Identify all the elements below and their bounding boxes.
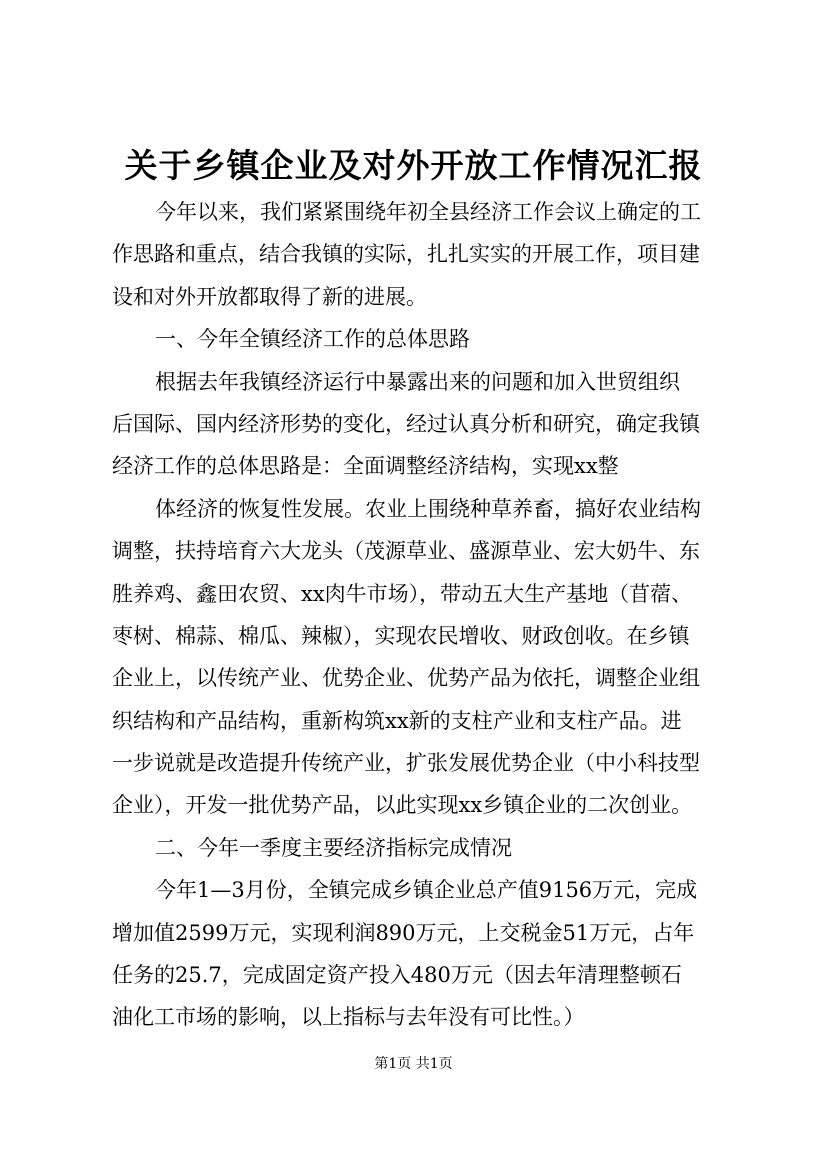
paragraph-line: 作思路和重点，结合我镇的实际，扎扎实实的开展工作，项目建 <box>112 242 700 266</box>
paragraph-line: 体经济的恢复性发展。农业上围绕种草养畜，搞好农业结构 <box>155 497 701 521</box>
paragraph-line: 增加值2599万元，实现利润890万元，上交税金51万元，占年 <box>112 921 695 945</box>
paragraph-line: 胜养鸡、鑫田农贸、xx肉牛市场），带动五大生产基地（苜蓿、 <box>112 582 693 606</box>
paragraph-line: 企业），开发一批优势产品，以此实现xx乡镇企业的二次创业。 <box>112 793 693 817</box>
section-heading: 二、今年一季度主要经济指标完成情况 <box>155 836 512 860</box>
page-indicator: 第1页 共1页 <box>374 1056 453 1072</box>
paragraph-line: 设和对外开放都取得了新的进展。 <box>112 285 427 309</box>
paragraph-line: 织结构和产品结构，重新构筑xx新的支柱产业和支柱产品。进 <box>112 709 682 733</box>
paragraph-line: 后国际、国内经济形势的变化，经过认真分析和研究，确定我镇 <box>112 412 700 436</box>
paragraph-line: 经济工作的总体思路是：全面调整经济结构，实现xx整 <box>112 454 619 478</box>
paragraph-line: 企业上，以传统产业、优势企业、优势产品为依托，调整企业组 <box>112 666 700 690</box>
paragraph-line: 枣树、棉蒜、棉瓜、辣椒），实现农民增收、财政创收。在乡镇 <box>112 624 690 648</box>
paragraph-line: 今年以来，我们紧紧围绕年初全县经济工作会议上确定的工 <box>155 200 701 224</box>
paragraph-line: 根据去年我镇经济运行中暴露出来的问题和加入世贸组织 <box>155 370 680 394</box>
paragraph-line: 油化工市场的影响，以上指标与去年没有可比性。） <box>112 1005 585 1029</box>
section-heading: 一、今年全镇经济工作的总体思路 <box>155 327 470 351</box>
paragraph-line: 任务的25.7，完成固定资产投入480万元（因去年清理整顿石 <box>112 963 682 987</box>
paragraph-line: 调整，扶持培育六大龙头（茂源草业、盛源草业、宏大奶牛、东 <box>112 539 700 563</box>
paragraph-line: 今年1—3月份，全镇完成乡镇企业总产值9156万元，完成 <box>155 878 698 902</box>
document-title: 关于乡镇企业及对外开放工作情况汇报 <box>124 146 703 185</box>
paragraph-line: 一步说就是改造提升传统产业，扩张发展优势企业（中小科技型 <box>112 751 700 775</box>
